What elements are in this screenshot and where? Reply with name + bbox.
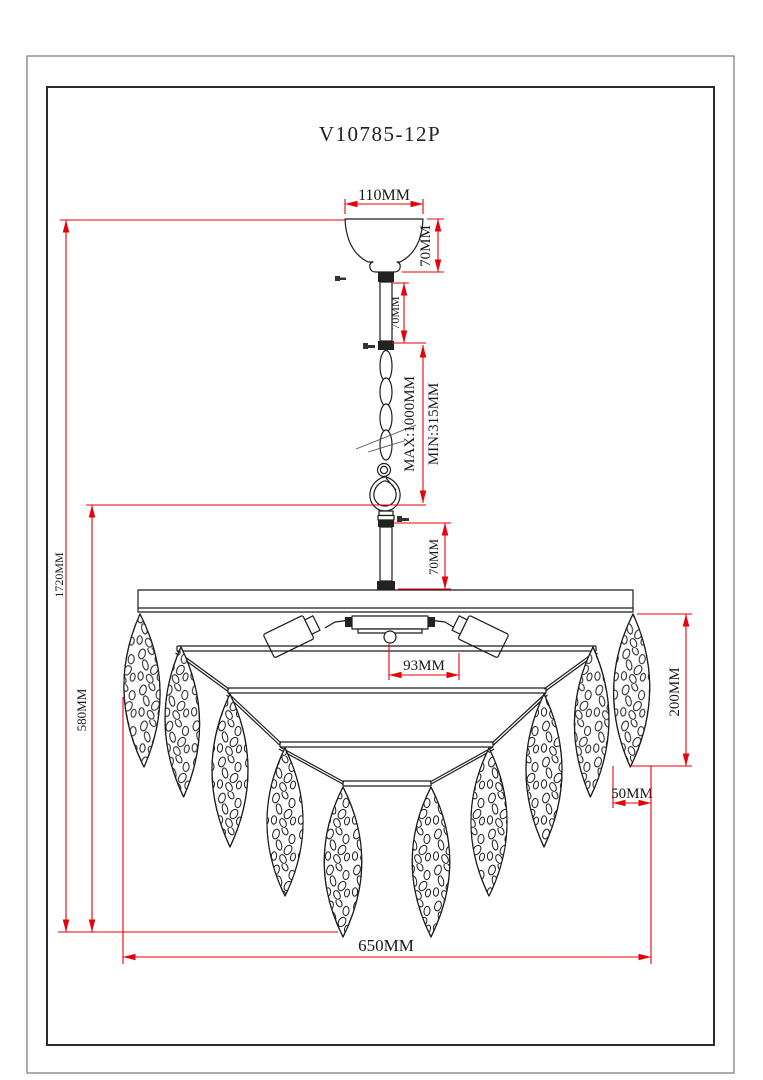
dim-chain-min-label: MIN:315MM (426, 382, 442, 466)
top-frame-band (138, 590, 633, 612)
dim-chain-max-label: MAX:1000MM (402, 376, 418, 472)
screw-icon (335, 276, 346, 281)
dim-pendant-width-label: 50MM (611, 786, 653, 802)
dim-pendant-length-label: 200MM (667, 667, 683, 717)
dim-chain-length (402, 345, 442, 503)
dim-canopy-height-label: 70MM (418, 225, 434, 267)
dim-lower-rod-label: 70MM (426, 538, 441, 576)
model-number: V10785-12P (318, 122, 442, 146)
fixture-drawing (122, 219, 651, 937)
lower-rod (377, 511, 395, 592)
crystal-leaf (471, 748, 507, 896)
center-plate (325, 616, 455, 643)
crystal-leaf (267, 748, 303, 896)
hook-icon (370, 477, 400, 511)
dimension-annotations (52, 187, 692, 964)
dim-holder-span-label: 93MM (403, 658, 445, 674)
crystal-leaf (324, 787, 362, 937)
dim-pendant-width (611, 766, 653, 808)
screw-icon (363, 343, 375, 349)
crystal-leaf (573, 647, 610, 798)
dim-canopy-width-label: 110MM (358, 187, 410, 204)
dim-body-height (58, 505, 426, 932)
socket-circle (384, 631, 396, 643)
crystal-leaf (612, 614, 651, 768)
dim-canopy-width (345, 187, 423, 214)
dim-holder-span (389, 644, 459, 680)
ceiling-canopy (345, 219, 423, 272)
crystal-leaf (412, 787, 450, 937)
dim-total-width (123, 697, 651, 964)
screw-icon (397, 516, 409, 522)
dim-body-height-label: 580MM (74, 688, 89, 732)
dim-lower-rod (394, 523, 451, 589)
dim-upper-rod-label: 70MM (388, 296, 402, 330)
dim-upper-rod (388, 283, 426, 343)
crystal-leaf (164, 647, 201, 798)
dim-total-width-label: 650MM (358, 936, 414, 955)
dim-total-height-label: 1720MM (52, 552, 66, 598)
crystal-leaf (526, 694, 562, 847)
crystal-leaf (212, 694, 248, 847)
crystal-leaf (122, 614, 162, 768)
